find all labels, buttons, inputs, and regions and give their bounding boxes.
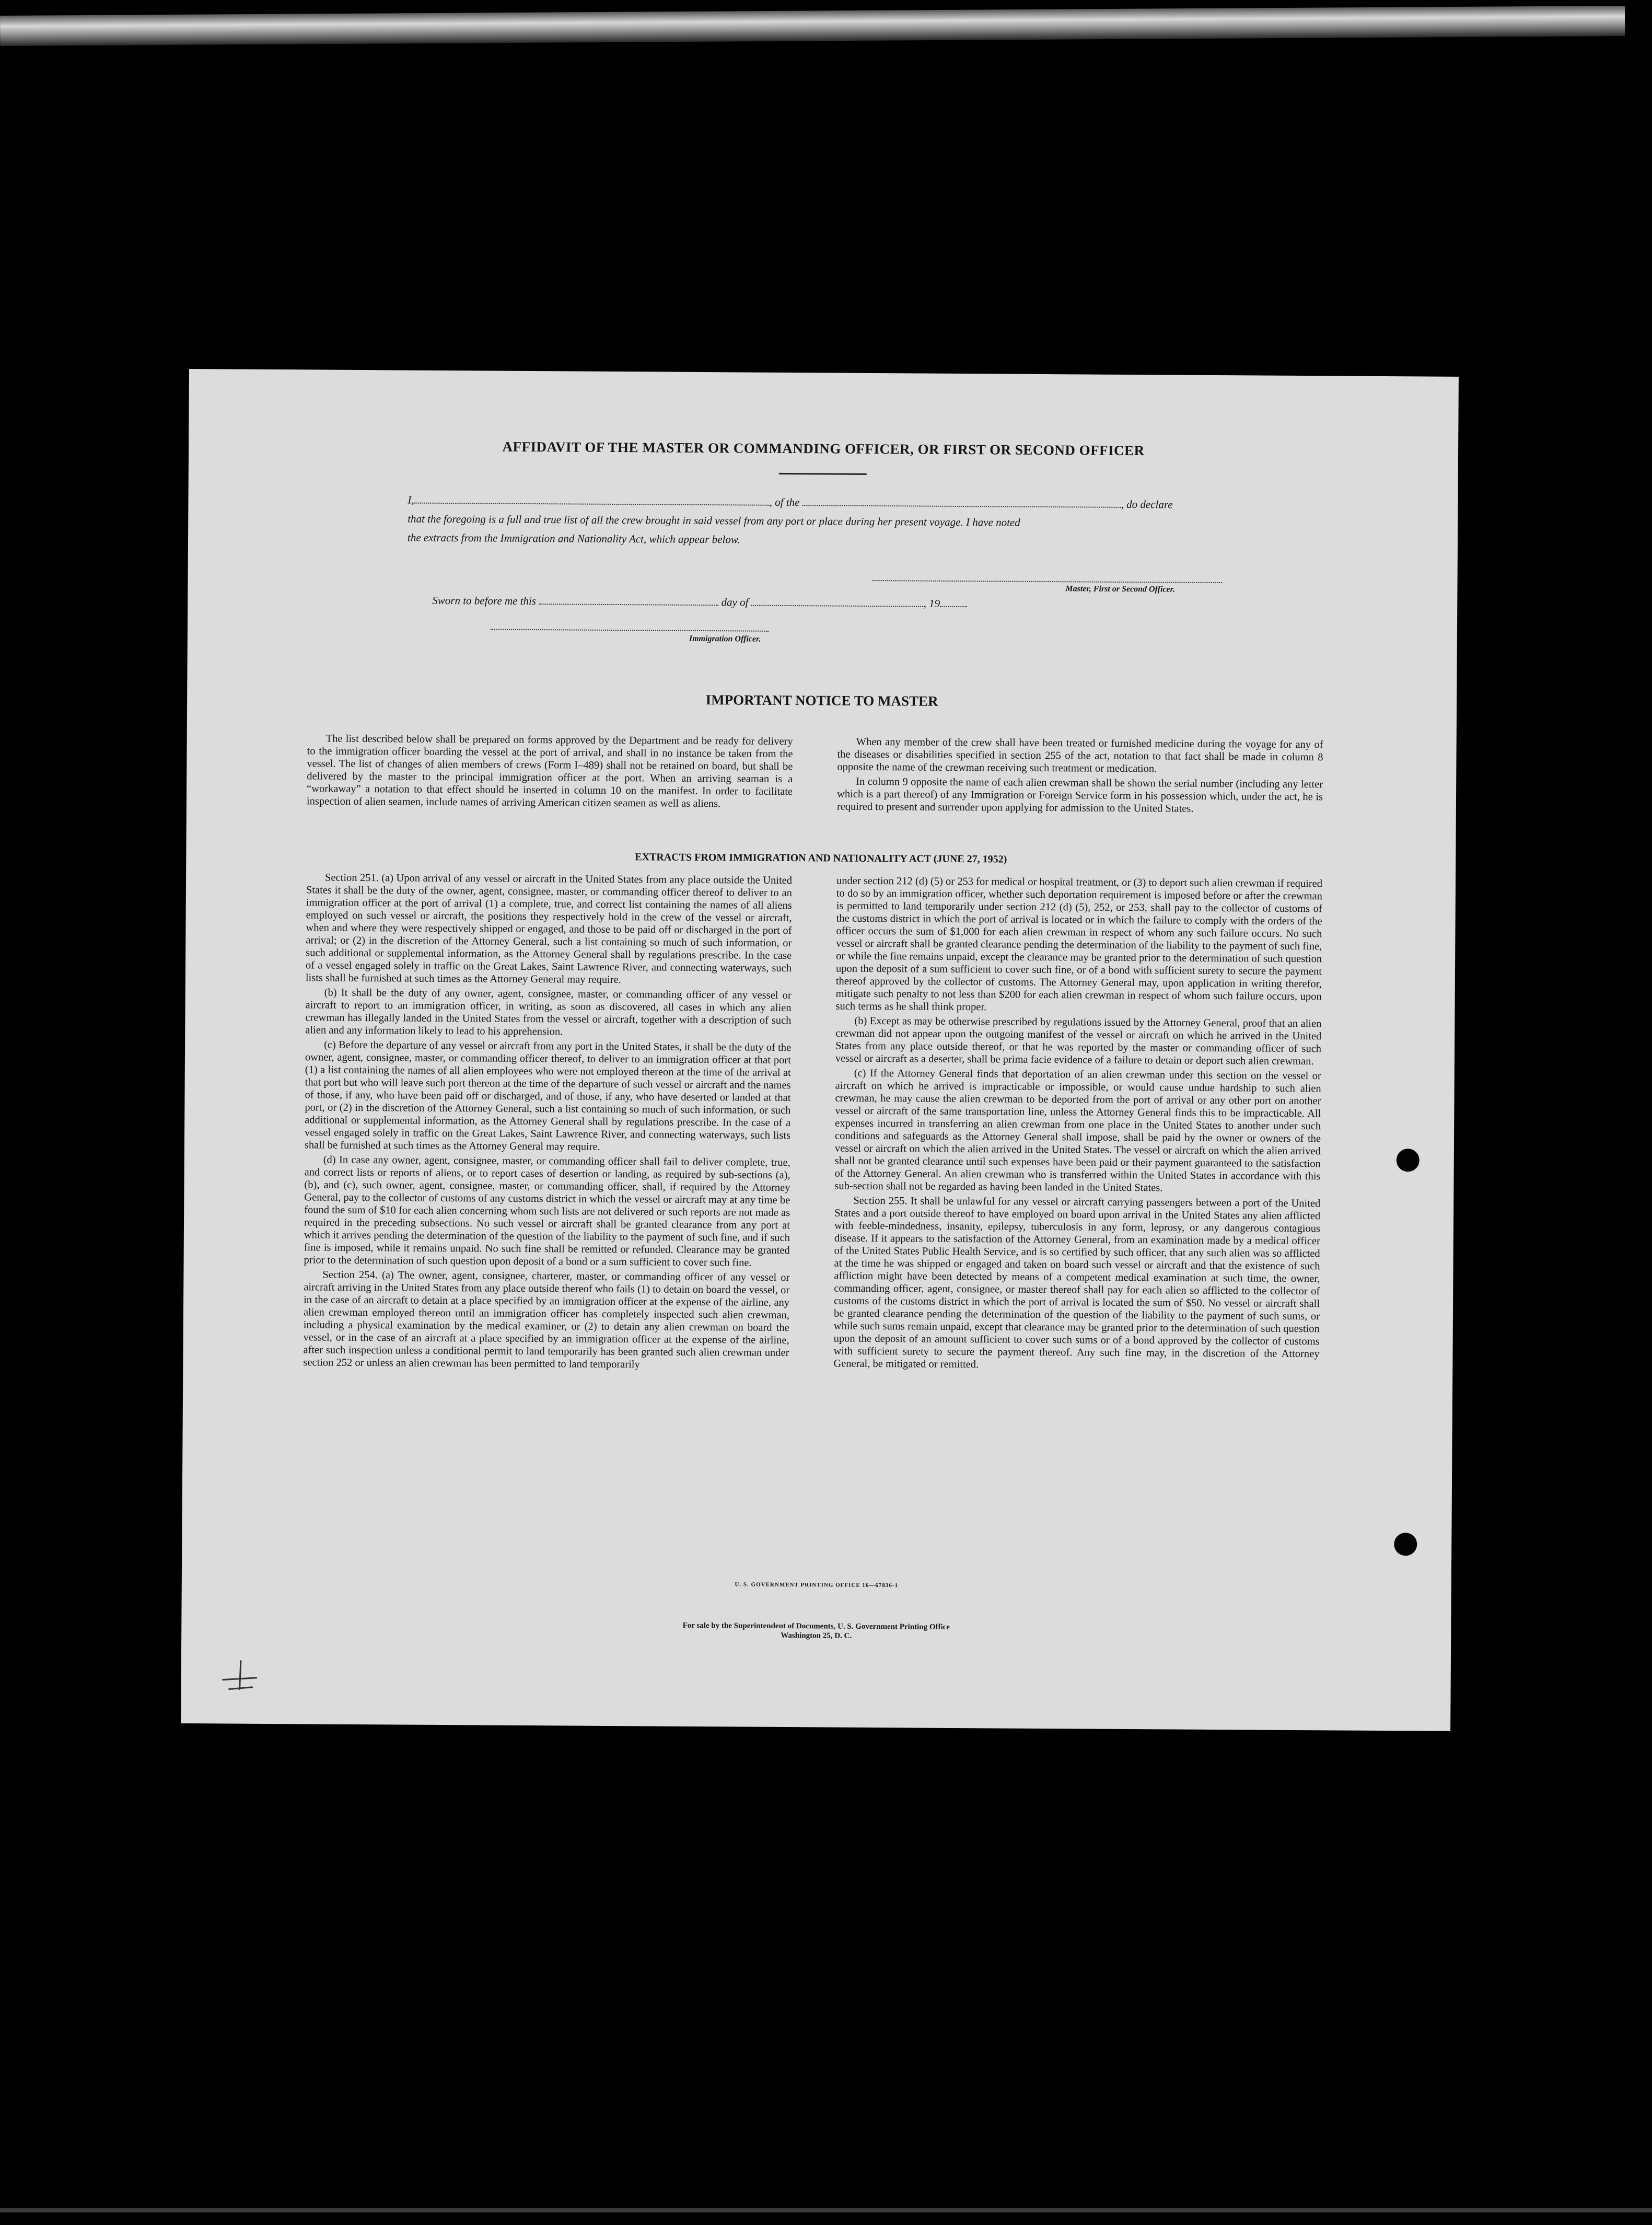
section-paragraph: (c) Before the departure of any vessel or aircraft from any port in the United States, it shall be the duty of the owner, agent, consignee, master, or commanding officer thereof, to deliver to an immigration officer at that port (1) a list containing the names of all alien employees who were not employed thereon at the time of the arrival at that port but who will leave such port thereon at the time of the departure of such vessel or aircraft and the names of those, if any, who have been paid off or discharged, and of those, if any, who have deserted or landed at that port, or (2) in the discretion of the Attorney General, such a list containing so much of such information, or such additional or supplemental information, as the Attorney General shall by regulations prescribe. In the case of a vessel engaged solely in traffic on the Great Lakes, Saint Lawrence River, and connecting waterways, such lists shall be furnished at such times as the Attorney General may require.: [304, 1039, 792, 1153]
sworn-line: [432, 594, 967, 610]
day-of-label: day of: [721, 596, 749, 609]
notice-title: IMPORTANT NOTICE TO MASTER: [705, 692, 938, 709]
scan-top-edge: [0, 6, 1625, 46]
handwritten-mark: [219, 1656, 261, 1693]
of-the-label: , of the: [769, 495, 800, 509]
year-blank[interactable]: [940, 598, 967, 607]
sale-line-1: For sale by the Superintendent of Documents, U. S. Government Printing Office: [682, 1621, 950, 1631]
declare-label: , do declare: [1121, 497, 1173, 511]
notice-paragraph: In column 9 opposite the name of each alien crewman shall be shown the serial number (including any letter which is a part thereof) of any Immigration or Foreign Service form in his possession which, under the act, he is required to present and surrender upon applying for admission to the United States.: [836, 775, 1323, 815]
affidavit-title: AFFIDAVIT OF THE MASTER OR COMMANDING OFFICER, OR FIRST OR SECOND OFFICER: [502, 438, 1145, 459]
title-rule: [779, 473, 867, 475]
affidavit-line-3: the extracts from the Immigration and Nationality Act, which appear below.: [407, 531, 740, 546]
notice-right-column: [837, 736, 1323, 818]
punch-hole: [1397, 1149, 1420, 1172]
extracts-title: EXTRACTS FROM IMMIGRATION AND NATIONALITY ACT (JUNE 27, 1952): [635, 851, 1007, 865]
punch-hole: [1394, 1533, 1417, 1556]
sale-notice: [181, 1618, 1451, 1644]
section-paragraph: under section 212 (d) (5) or 253 for medical or hospital treatment, or (3) to deport such alien crewman if required to do so by an immigration officer, whether such deportation requirement is imposed before or after the crewman is permitted to land temporarily under section 212 (d) (5), 252, or 253, shall pay to the collector of customs of the customs district in which the port of arrival is located or in which the failure to comply with the orders of the officer occurs the sum of $1,000 for each alien crewman in respect of whom any such failure occurs. No such vessel or aircraft shall be granted clearance pending the determination of the liability to the payment of such fine, or while the fine remains unpaid, except the clearance may be granted prior to the determination of such question upon the deposit of a sum sufficient to cover such fine, or of a bond with sufficient surety to secure the payment thereof approved by the collector of customs. The Attorney General may, upon application in writing therefor, mitigate such penalty to not less than $200 for each alien crewman in respect of whom such failure occurs, upon such terms as he shall think proper.: [835, 875, 1323, 1013]
section-paragraph: (b) It shall be the duty of any owner, agent, consignee, master, or commanding officer of any vessel or aircraft to report to an immigration officer, in writing, as soon as discovered, all cases in which any alien crewman has illegally landed in the United States from the vessel or aircraft, together with a description of such alien and any information likely to lead to his apprehension.: [305, 987, 792, 1038]
extracts-left-column: [303, 871, 792, 1374]
vessel-blank[interactable]: [802, 496, 1121, 508]
section-paragraph: Section 254. (a) The owner, agent, consignee, charterer, master, or commanding officer of any vessel or aircraft arriving in the United States from any place outside thereof who fails (1) to detain on board the vessel, or in the case of an aircraft to detain at a place specified by an immigration officer at the expense of the airline, any alien crewman employed thereon until an immigration officer has completely inspected such alien crewman, including a physical examination by the medical examiner, or (2) to detain any alien crewman on board the vessel, or in the case of an aircraft at a place specified by an immigration officer at the expense of the airline, after such inspection unless a conditional permit to land temporarily has been granted such alien crewman under section 252 or unless an alien crewman has been permitted to land temporarily: [303, 1269, 790, 1371]
section-paragraph: (b) Except as may be otherwise prescribed by regulations issued by the Attorney General, proof that an alien crewman did not appear upon the outgoing manifest of the vessel or aircraft on which he arrived in the United States from any place outside thereof, or that he was reported by the master or commanding officer of such vessel or aircraft as a deserter, shall be prima facie evidence of a failure to detain or deport such alien crewman.: [835, 1015, 1322, 1068]
gpo-imprint: U. S. GOVERNMENT PRINTING OFFICE 16—67836-1: [735, 1581, 899, 1589]
notice-paragraph: The list described below shall be prepared on forms approved by the Department and be ready for delivery to the immigration officer boarding the vessel at the port of arrival, and shall in no instance be taken from the vessel. The list of changes of alien members of crews (Form I–489) shall not be retained on board, but shall be delivered by the master to the principal immigration officer at the port. When an arriving seaman is a “workaway” a notation to that effect should be inserted in column 10 on the manifest. In order to facilitate inspection of alien seamen, include names of arriving American citizen seamen as well as aliens.: [306, 733, 793, 810]
master-label: Master, First or Second Officer.: [1065, 584, 1176, 594]
month-blank[interactable]: [751, 597, 924, 607]
master-signature-line[interactable]: [872, 580, 1223, 583]
notice-paragraph: When any member of the crew shall have been treated or furnished medicine during the voyage for any of the diseases or disabilities specified in section 255 of the act, notation to that fact shall be made in column 8 opposite the name of the crewman receiving such treatment or medication.: [837, 736, 1323, 775]
day-blank[interactable]: [539, 595, 718, 606]
year-label: , 19: [923, 597, 940, 610]
extracts-right-column: [833, 875, 1322, 1375]
notice-left-column: [307, 732, 793, 813]
officer-signature-line[interactable]: [491, 629, 769, 632]
affidavit-line-2: that the foregoing is a full and true list of all the crew brought in said vessel from any port or place during her present voyage. I have noted: [408, 512, 1020, 529]
section-paragraph: Section 255. It shall be unlawful for any vessel or aircraft carrying passengers between a port of the United States and a port outside thereof to have employed on board upon arrival in the United States any alien afflicted with feeble-mindedness, insanity, epilepsy, tuberculosis in any form, leprosy, or any dangerous contagious disease. If it appears to the satisfaction of the Attorney General, from an examination made by a medical officer of the United States Public Health Service, and is so certified by such officer, that any such alien was so afflicted at the time he was shipped or engaged and taken on board such vessel or aircraft and that the existence of such affliction might have been detected by means of a competent medical examination at such time, the owner, commanding officer, agent, consignee, or master thereof shall pay for each alien so afflicted to the collector of customs of the customs district in which the port of arrival is located the sum of $50. No vessel or aircraft shall be granted clearance pending the determination of the question of the liability to the payment of such sums, or while such sums remain unpaid, except that clearance may be granted prior to the determination of such question upon the deposit of an amount sufficient to cover such sums or of a bond approved by the collector of customs with sufficient surety to secure the payment thereof. Any such fine may, in the discretion of the Attorney General, be mitigated or remitted.: [833, 1195, 1321, 1371]
section-paragraph: Section 251. (a) Upon arrival of any vessel or aircraft in the United States from any place outside the United States it shall be the duty of the owner, agent, consignee, master, or commanding officer thereof to deliver to an immigration officer at the port of arrival (1) a complete, true, and correct list containing the names of all aliens employed on such vessel or aircraft, the positions they respectively hold in the crew of the vessel or aircraft, when and where they were respectively shipped or engaged, and those to be paid off or discharged in the port of arrival; or (2) in the discretion of the Attorney General, such a list containing so much of such information, or such additional or supplemental information, as the Attorney General shall by regulations prescribe. In the case of a vessel engaged solely in traffic on the Great Lakes, Saint Lawrence River, and connecting waterways, such lists shall be furnished at such times as the Attorney General may require.: [305, 872, 793, 986]
section-paragraph: (c) If the Attorney General finds that deportation of an alien crewman under this section on the vessel or aircraft on which he arrived is impracticable or impossible, or would cause undue hardship to such alien crewman, he may cause the alien crewman to be deported from the port of arrival or any other port on another vessel or aircraft of the same transportation line, unless the Attorney General finds this to be impracticable. All expenses incurred in transferring an alien crewman from one place in the United States to another under such conditions and safeguards as the Attorney General shall impose, shall be paid by the owner or owners of the vessel or aircraft on which the alien arrived in the United States. The vessel or aircraft on which the alien arrived shall not be granted clearance until such expenses have been paid or their payment guaranteed to the satisfaction of the Attorney General. An alien crewman who is transferred within the United States in accordance with this sub-section shall not be regarded as having been landed in the United States.: [834, 1067, 1321, 1194]
document-page: [181, 369, 1459, 1731]
affidavit-line-1: [408, 494, 1172, 512]
sale-line-2: Washington 25, D. C.: [781, 1631, 852, 1640]
officer-label: Immigration Officer.: [689, 634, 761, 644]
name-blank[interactable]: [414, 494, 770, 506]
scan-bottom-edge: [0, 2208, 1652, 2212]
section-paragraph: (d) In case any owner, agent, consignee, master, or commanding officer shall fail to deliver complete, true, and correct lists or reports of aliens, or to report cases of desertion or landing, as required by sub-sections (a), (b), and (c), such owner, agent, consignee, master, or commanding officer, shall, if required by the Attorney General, pay to the collector of customs of any customs district in which the vessel or aircraft may at any time be found the sum of $10 for each alien concerning whom such lists are not delivered or such reports are not made as required in the preceding subsections. No such vessel or aircraft shall be granted clearance from any port at which it arrives pending the determination of the question of the liability to the payment of such fine, and if such fine is imposed, while it remains unpaid. No such fine shall be remitted or refunded. Clearance may be granted prior to the determination of such question upon deposit of a bond or a sum sufficient to cover such fine.: [304, 1154, 790, 1269]
i-label: I,: [408, 493, 414, 506]
sworn-label: Sworn to before me this: [432, 594, 537, 608]
